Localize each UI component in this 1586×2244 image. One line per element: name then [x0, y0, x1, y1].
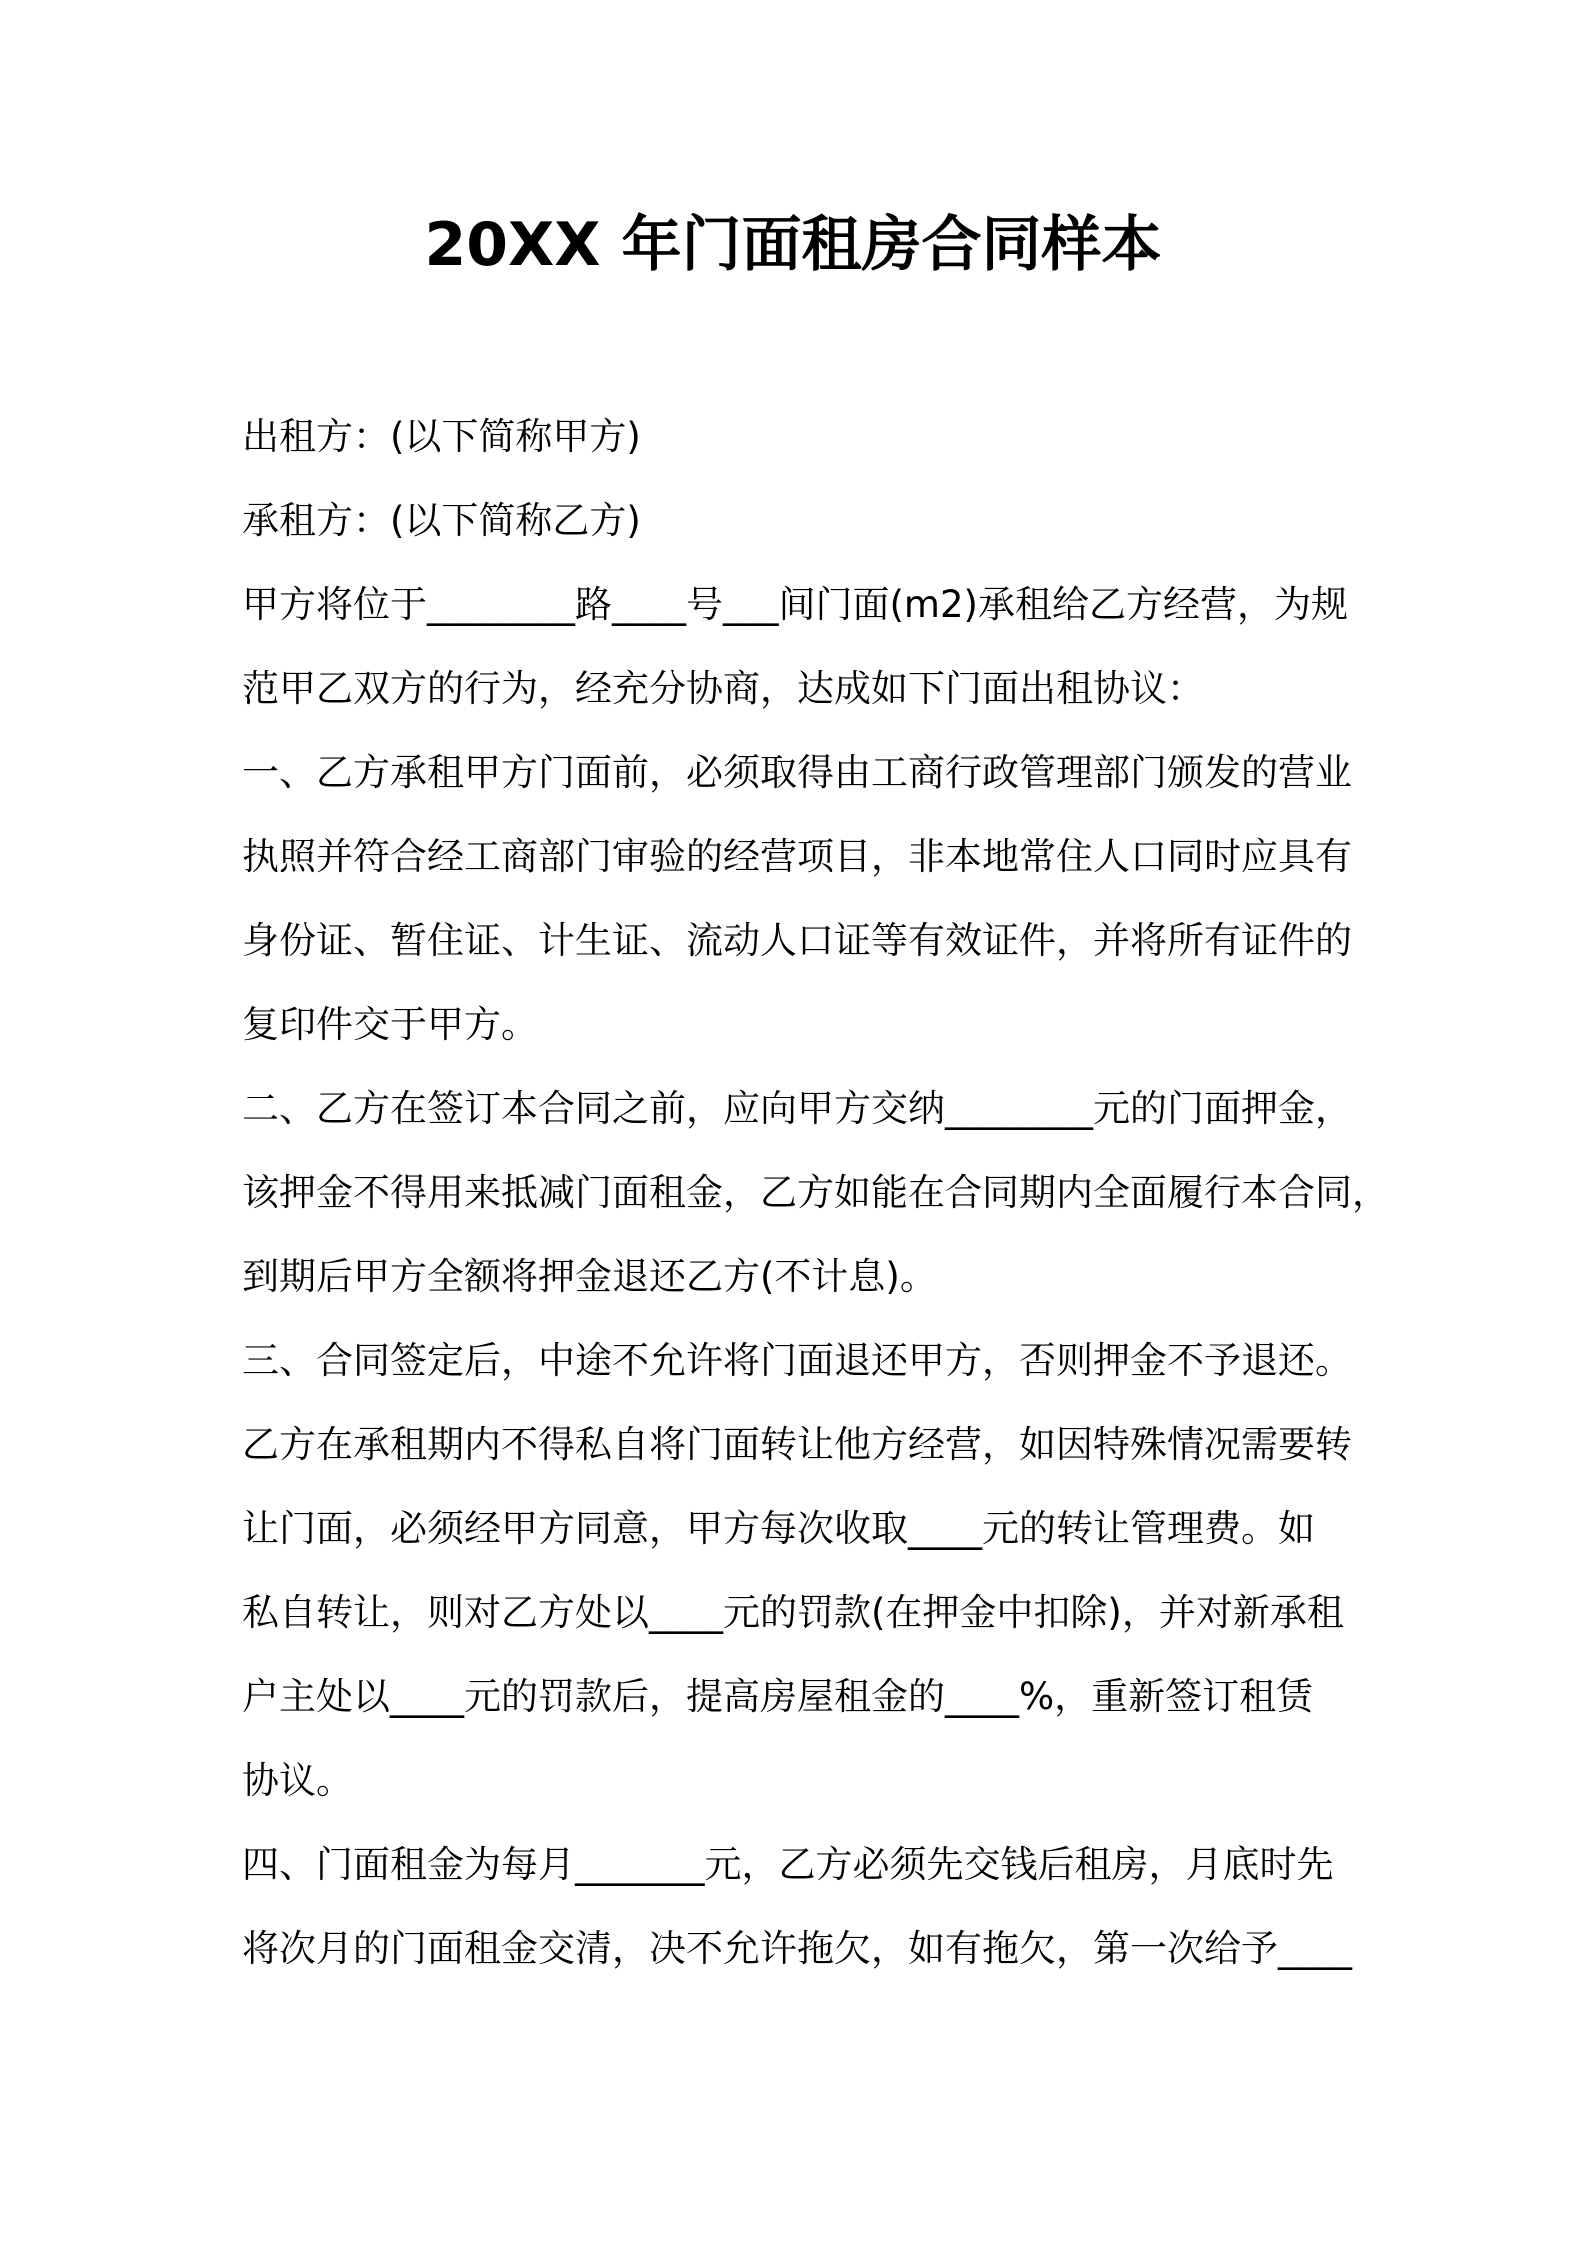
intro-line: 范甲乙双方的行为，经充分协商，达成如下门面出租协议： — [242, 667, 1204, 710]
clause-3-line: 三、合同签定后，中途不允许将门面退还甲方，否则押金不予退还。 — [242, 1339, 1352, 1382]
clause-4-line: 四、门面租金为每月_______元，乙方必须先交钱后租房，月底时先 — [242, 1843, 1334, 1886]
clause-3-line: 协议。 — [242, 1759, 353, 1802]
clause-1-line: 身份证、暂住证、计生证、流动人口证等有效证件，并将所有证件的 — [242, 919, 1352, 962]
clause-3-line: 户主处以____元的罚款后，提高房屋租金的____%，重新签订租赁 — [242, 1675, 1314, 1718]
clause-1-line: 复印件交于甲方。 — [242, 1003, 538, 1046]
clause-2-line: 二、乙方在签订本合同之前，应向甲方交纳________元的门面押金， — [242, 1087, 1352, 1130]
clause-2-line: 该押金不得用来抵减门面租金，乙方如能在合同期内全面履行本合同， — [242, 1171, 1389, 1214]
clause-1-line: 执照并符合经工商部门审验的经营项目，非本地常住人口同时应具有 — [242, 835, 1352, 878]
clause-1-line: 一、乙方承租甲方门面前，必须取得由工商行政管理部门颁发的营业 — [242, 751, 1352, 794]
party-b-line: 承租方：(以下简称乙方) — [242, 499, 641, 542]
clause-3-line: 乙方在承租期内不得私自将门面转让他方经营，如因特殊情况需要转 — [242, 1423, 1352, 1466]
clause-3-line: 让门面，必须经甲方同意，甲方每次收取____元的转让管理费。如 — [242, 1507, 1315, 1550]
clause-3-line: 私自转让，则对乙方处以____元的罚款(在押金中扣除)，并对新承租 — [242, 1591, 1344, 1634]
intro-line: 甲方将位于________路____号___间门面(m2)承租给乙方经营，为规 — [242, 583, 1348, 626]
party-a-line: 出租方：(以下简称甲方) — [242, 415, 641, 458]
document-title: 20XX 年门面租房合同样本 — [424, 210, 1162, 280]
clause-4-line: 将次月的门面租金交清，决不允许拖欠，如有拖欠，第一次给予____ — [242, 1927, 1352, 1970]
document-body — [242, 395, 1389, 1991]
clause-2-line: 到期后甲方全额将押金退还乙方(不计息)。 — [242, 1255, 937, 1298]
